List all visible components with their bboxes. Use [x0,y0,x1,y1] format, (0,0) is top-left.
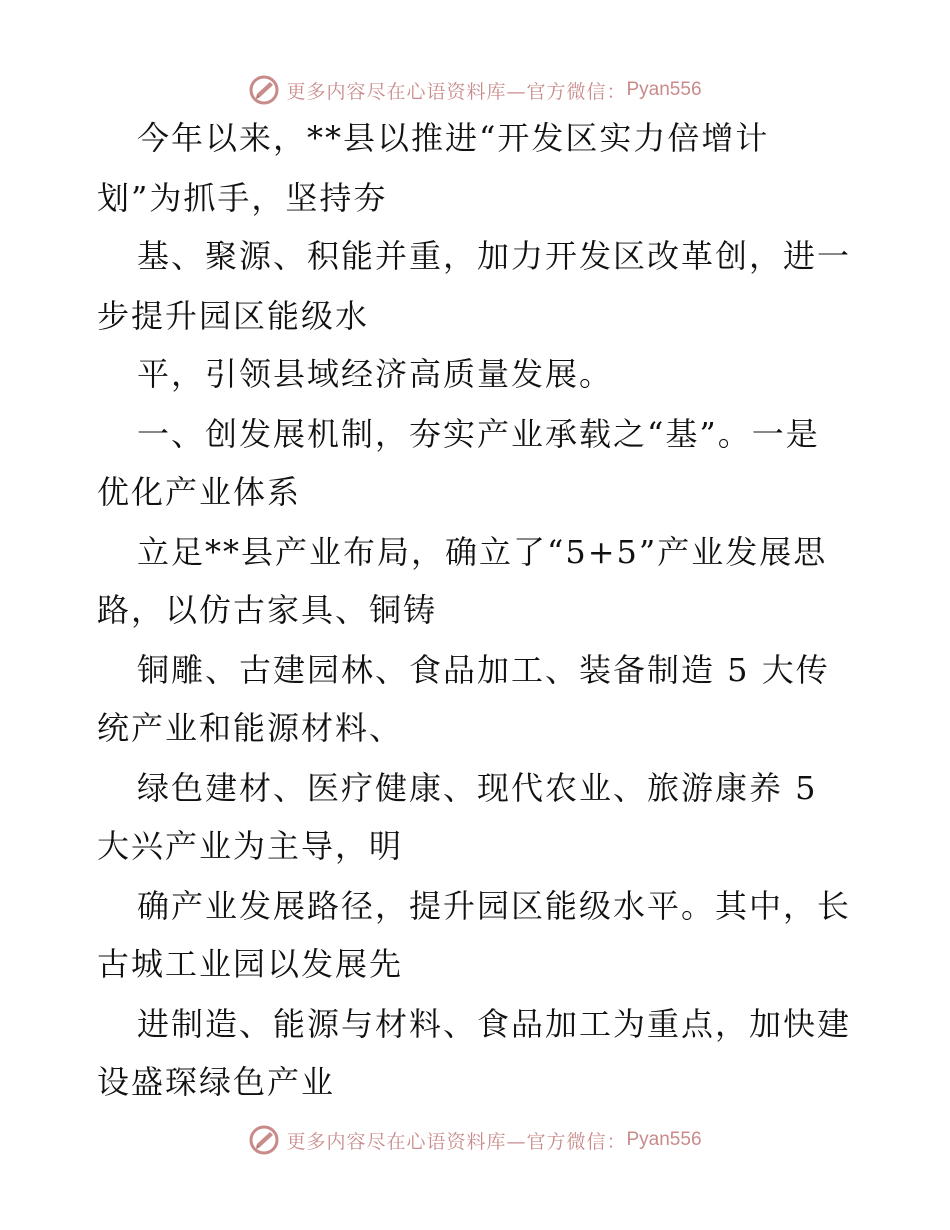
body-line: 古城工业园以发展先 [97,945,404,983]
body-line: 进制造、能源与材料、食品加工为重点，加快建 [137,1005,852,1043]
body-line: 大兴产业为主导，明 [97,827,404,865]
body-line: 设盛琛绿色产业 [97,1063,336,1101]
logo-icon [248,74,280,106]
footer-banner-id: Pyan556 [626,1129,702,1150]
footer-banner-text: 更多内容尽在心语资料库—官方微信： [286,1130,627,1153]
body-line: 一、创发展机制，夯实产业承载之“基”。一是 [137,415,820,453]
body-line: 平，引领县域经济高质量发展。 [137,355,614,393]
body-line: 铜雕、古建园林、食品加工、装备制造 5 大传 [137,651,830,689]
header-banner-id: Pyan556 [626,79,702,100]
body-line: 基、聚源、积能并重，加力开发区改革创，进一 [137,237,852,275]
body-line: 绿色建材、医疗健康、现代农业、旅游康养 5 [137,769,818,807]
footer-watermark-banner [0,1122,950,1158]
logo-icon [248,1124,280,1156]
body-line: 统产业和能源材料、 [97,709,404,747]
body-line: 划”为抓手，坚持夯 [97,179,388,217]
body-line: 确产业发展路径，提升园区能级水平。其中，长 [137,887,852,925]
body-line: 路，以仿古家具、铜铸 [97,591,438,629]
body-line: 立足**县产业布局，确立了“5+5”产业发展思 [137,533,828,571]
body-line: 今年以来，**县以推进“开发区实力倍增计 [137,119,770,157]
body-line: 步提升园区能级水 [97,297,370,335]
header-banner-text: 更多内容尽在心语资料库—官方微信： [286,80,627,103]
body-line: 优化产业体系 [97,473,302,511]
header-watermark-banner [0,72,950,108]
